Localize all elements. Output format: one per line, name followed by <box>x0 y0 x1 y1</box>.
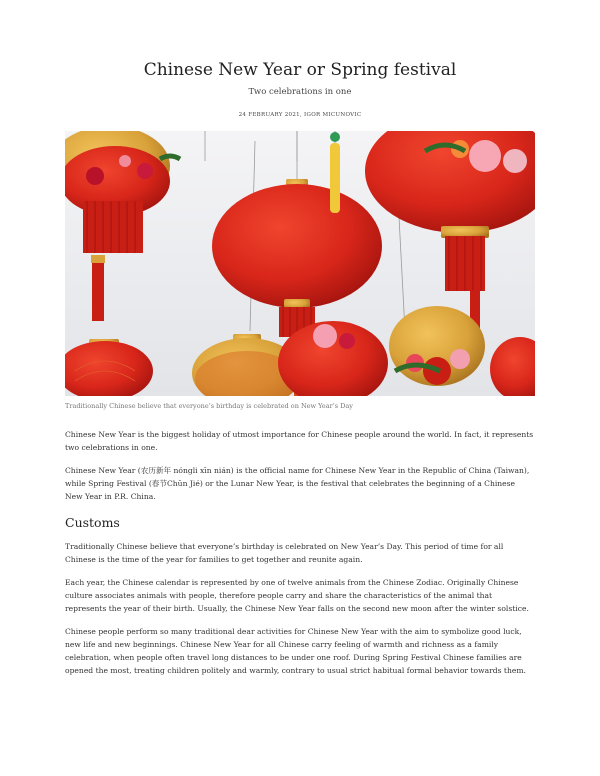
article-title: Chinese New Year or Spring festival <box>143 60 457 80</box>
customs-heading: Customs <box>65 515 120 530</box>
article-body <box>65 428 535 687</box>
customs-paragraph-3: Chinese people perform so many traditional dear activities for Chinese New Year with the aim to symbolize good luck, new life and new beginnings. Chinese New Year for all Chinese carry feeling of warmth and richness as a family celebration, when people often travel long distances to be under one roof. During Spring Festival Chinese families are opened the most, treating children politely and warmly, contrary to usual strict habitual formal behavior towards them. <box>65 627 526 675</box>
intro-paragraph-2: Chinese New Year (农历新年 nóngli xīn nián) is the official name for Chinese New Year in the Republic of China (Taiwan), while Spring Festival (春节Chūn Jié) or the Lunar New Year, is the festival that celebrates the beginning of a Chinese New Year in P.R. China. <box>65 466 530 501</box>
hero-image <box>65 131 535 396</box>
hero-caption: Traditionally Chinese believe that everyone’s birthday is celebrated on New Year’s Day <box>65 402 353 410</box>
article-subtitle: Two celebrations in one <box>248 87 352 97</box>
customs-paragraph-1: Traditionally Chinese believe that everyone’s birthday is celebrated on New Year’s Day. This period of time for all Chinese is the time of the year for families to get together and reunite again. <box>65 542 504 564</box>
customs-paragraph-2: Each year, the Chinese calendar is represented by one of twelve animals from the Chinese Zodiac. Originally Chinese culture associates animals with people, therefore people carry and share the characteristics of the animal that represents the year of their birth. Usually, the Chinese New Year falls on the second new moon after the winter solstice. <box>65 578 529 613</box>
lanterns-illustration <box>65 131 535 396</box>
article-meta: 24 FEBRUARY 2021, IGOR MICUNOVIC <box>238 112 362 118</box>
intro-paragraph-1: Chinese New Year is the biggest holiday of utmost importance for Chinese people around the world. In fact, it represents two celebrations in one. <box>65 430 534 452</box>
